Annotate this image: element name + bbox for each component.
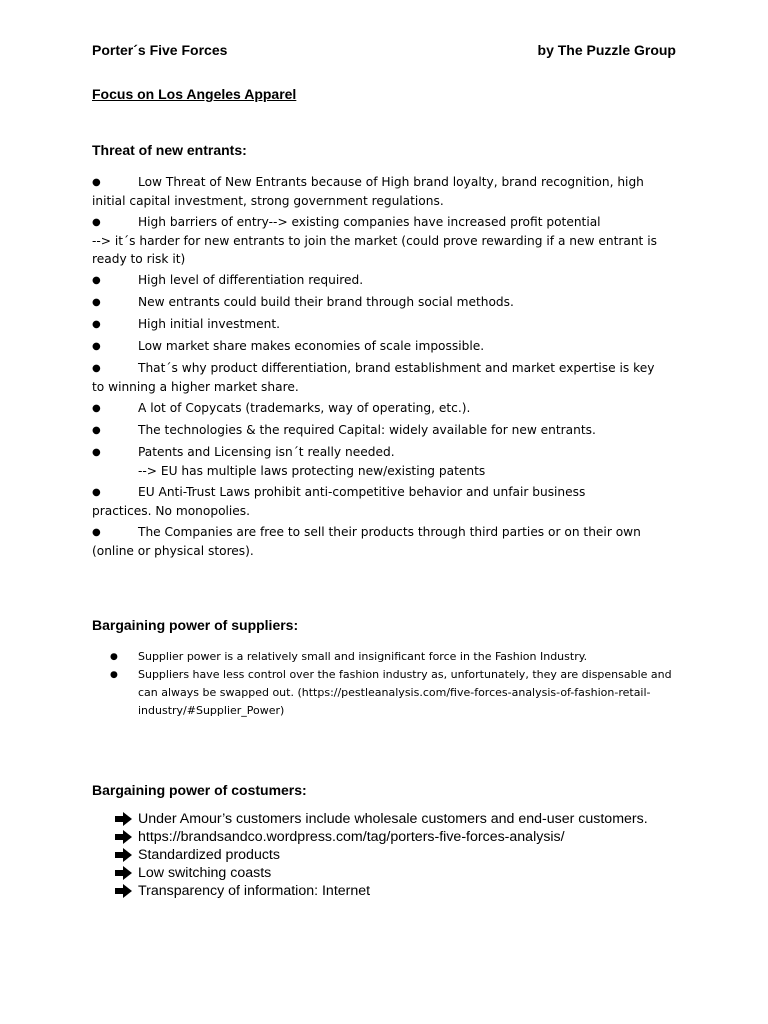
list-item [114, 882, 674, 900]
right-arrow-icon [114, 864, 134, 882]
list-item [92, 483, 682, 520]
list-item-text: Low switching coasts [138, 865, 272, 881]
list-item-text: High barriers of entry--> existing companies have increased profit potential [138, 215, 601, 229]
list-item [110, 666, 680, 720]
bullet-icon: ● [92, 341, 101, 352]
list-item-text: The Companies are free to sell their products through third parties or on their own [138, 525, 641, 539]
list-item-text: practices. No monopolies. [92, 504, 251, 518]
list-item-text: Low market share makes economies of scale impossible. [138, 339, 485, 353]
bullet-icon: ● [92, 425, 101, 436]
right-arrow-icon [114, 846, 134, 864]
list-item [110, 648, 680, 666]
right-arrow-icon [114, 810, 134, 828]
list-item [92, 315, 682, 334]
list-item-text: Supplier power is a relatively small and insignificant force in the Fashion Industry. [138, 650, 588, 663]
list-item [92, 271, 682, 290]
list-item [114, 846, 674, 864]
list-item-text: EU Anti-Trust Laws prohibit anti-competitive behavior and unfair business [138, 485, 586, 499]
list-item-text: High initial investment. [138, 317, 280, 331]
list-item [92, 293, 682, 312]
list-item [92, 443, 682, 480]
list-item-text: That´s why product differentiation, brand establishment and market expertise is key [138, 361, 655, 375]
right-arrow-icon [114, 882, 134, 900]
section-heading-customers: Bargaining power of costumers: [92, 782, 307, 798]
list-item-text: initial capital investment, strong government regulations. [92, 194, 444, 208]
page-header [92, 42, 676, 58]
right-arrow-icon [114, 828, 134, 846]
bullet-icon: ● [92, 177, 101, 188]
list-item [92, 523, 682, 560]
list-item [92, 173, 682, 210]
section-heading-suppliers: Bargaining power of suppliers: [92, 617, 299, 633]
list-item [114, 810, 674, 828]
list-item [92, 213, 682, 268]
bullet-icon: ● [92, 363, 101, 374]
focus-subtitle: Focus on Los Angeles Apparel [92, 86, 297, 102]
list-item [92, 421, 682, 440]
bullet-icon: ● [92, 487, 101, 498]
list-item-text: https://brandsandco.wordpress.com/tag/porters-five-forces-analysis/ [138, 829, 565, 845]
list-item-text: New entrants could build their brand through social methods. [138, 295, 514, 309]
list-item [114, 828, 674, 846]
list-item-text: to winning a higher market share. [92, 380, 299, 394]
list-item [92, 399, 682, 418]
bullet-icon: ● [92, 447, 101, 458]
list-item-text: --> EU has multiple laws protecting new/existing patents [138, 464, 486, 478]
suppliers-list [110, 648, 680, 720]
bullet-icon: ● [92, 275, 101, 286]
list-item-text: (online or physical stores). [92, 544, 254, 558]
bullet-icon: ● [92, 297, 101, 308]
author-credit: by The Puzzle Group [537, 42, 676, 58]
list-item-text: The technologies & the required Capital: widely available for new entrants. [138, 423, 596, 437]
list-item [114, 864, 674, 882]
bullet-icon: ● [92, 217, 101, 228]
document-title: Porter´s Five Forces [92, 42, 228, 58]
customers-list [114, 810, 674, 900]
list-item [92, 337, 682, 356]
list-item-text: High level of differentiation required. [138, 273, 364, 287]
list-item-text: A lot of Copycats (trademarks, way of operating, etc.). [138, 401, 471, 415]
list-item-text: --> it´s harder for new entrants to join the market (could prove rewarding if a new entrant is [92, 234, 657, 248]
new-entrants-list [92, 173, 682, 563]
section-heading-new-entrants: Threat of new entrants: [92, 142, 247, 158]
bullet-icon: ● [110, 670, 118, 680]
bullet-icon: ● [92, 527, 101, 538]
list-item-text: Standardized products [138, 847, 280, 863]
bullet-icon: ● [92, 403, 101, 414]
list-item-text: ready to risk it) [92, 252, 186, 266]
bullet-icon: ● [92, 319, 101, 330]
list-item-text: Low Threat of New Entrants because of High brand loyalty, brand recognition, high [138, 175, 644, 189]
list-item [92, 359, 682, 396]
list-item-text: Transparency of information: Internet [138, 883, 371, 899]
list-item-text: Patents and Licensing isn´t really needed. [138, 445, 395, 459]
bullet-icon: ● [110, 652, 118, 662]
list-item-text: Suppliers have less control over the fashion industry as, unfortunately, they are dispensable and can always be swapped out. (https://pestleanalysis.com/five-forces-analysis-of-fashion-retail-industry/#Supplier_Power) [138, 668, 672, 717]
list-item-text: Under Amour’s customers include wholesale customers and end-user customers. [138, 811, 648, 827]
